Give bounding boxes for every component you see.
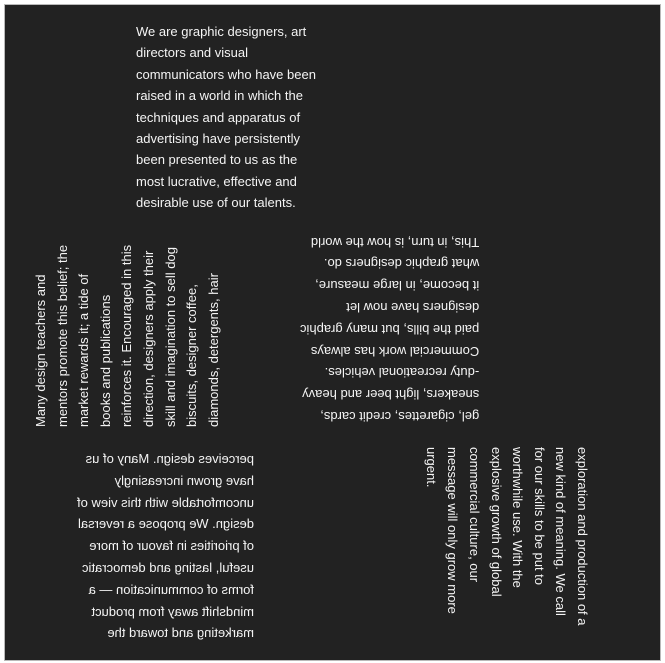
paragraph-upside-down: gel, cigarettes, credit cards, sneakers, light beer and heavy -duty recreational vehicles. Commercial work has always paid the bills, but many graphic designers have now let it become, in large measure, what graphic designers do. This, in turn, is how the world — [300, 234, 480, 425]
paragraph-mirrored: perceives design. Many of us have grown increasingly uncomfortable with this view of design. We propose a reversal of priorities in favour of more useful, lasting and democratic forms of communication — a mindshift away from product marketing and toward the — [77, 451, 255, 641]
manifesto-sheet — [4, 4, 661, 661]
paragraph-upright: We are graphic designers, art directors and visual communicators who have been raised in a world in which the techniques and apparatus of advertising have persistently been presented to us as the most lucrative, effective and desirable use of our talents. — [136, 24, 316, 211]
paragraph-vertical-left: Many design teachers and mentors promote this belief; the market rewards it; a tide of books and publications reinforces it. Encouraged in this direction, designers apply their skill and imagination to sell dog biscuits, designer coffee, diamonds, detergents, hair — [33, 244, 221, 427]
paragraph-vertical-right: exploration and production of a new kind of meaning. We call for our skills to be put to worthwhile use. With the explosive growth of global commercial culture, our message will only grow more urgent. — [423, 447, 590, 626]
